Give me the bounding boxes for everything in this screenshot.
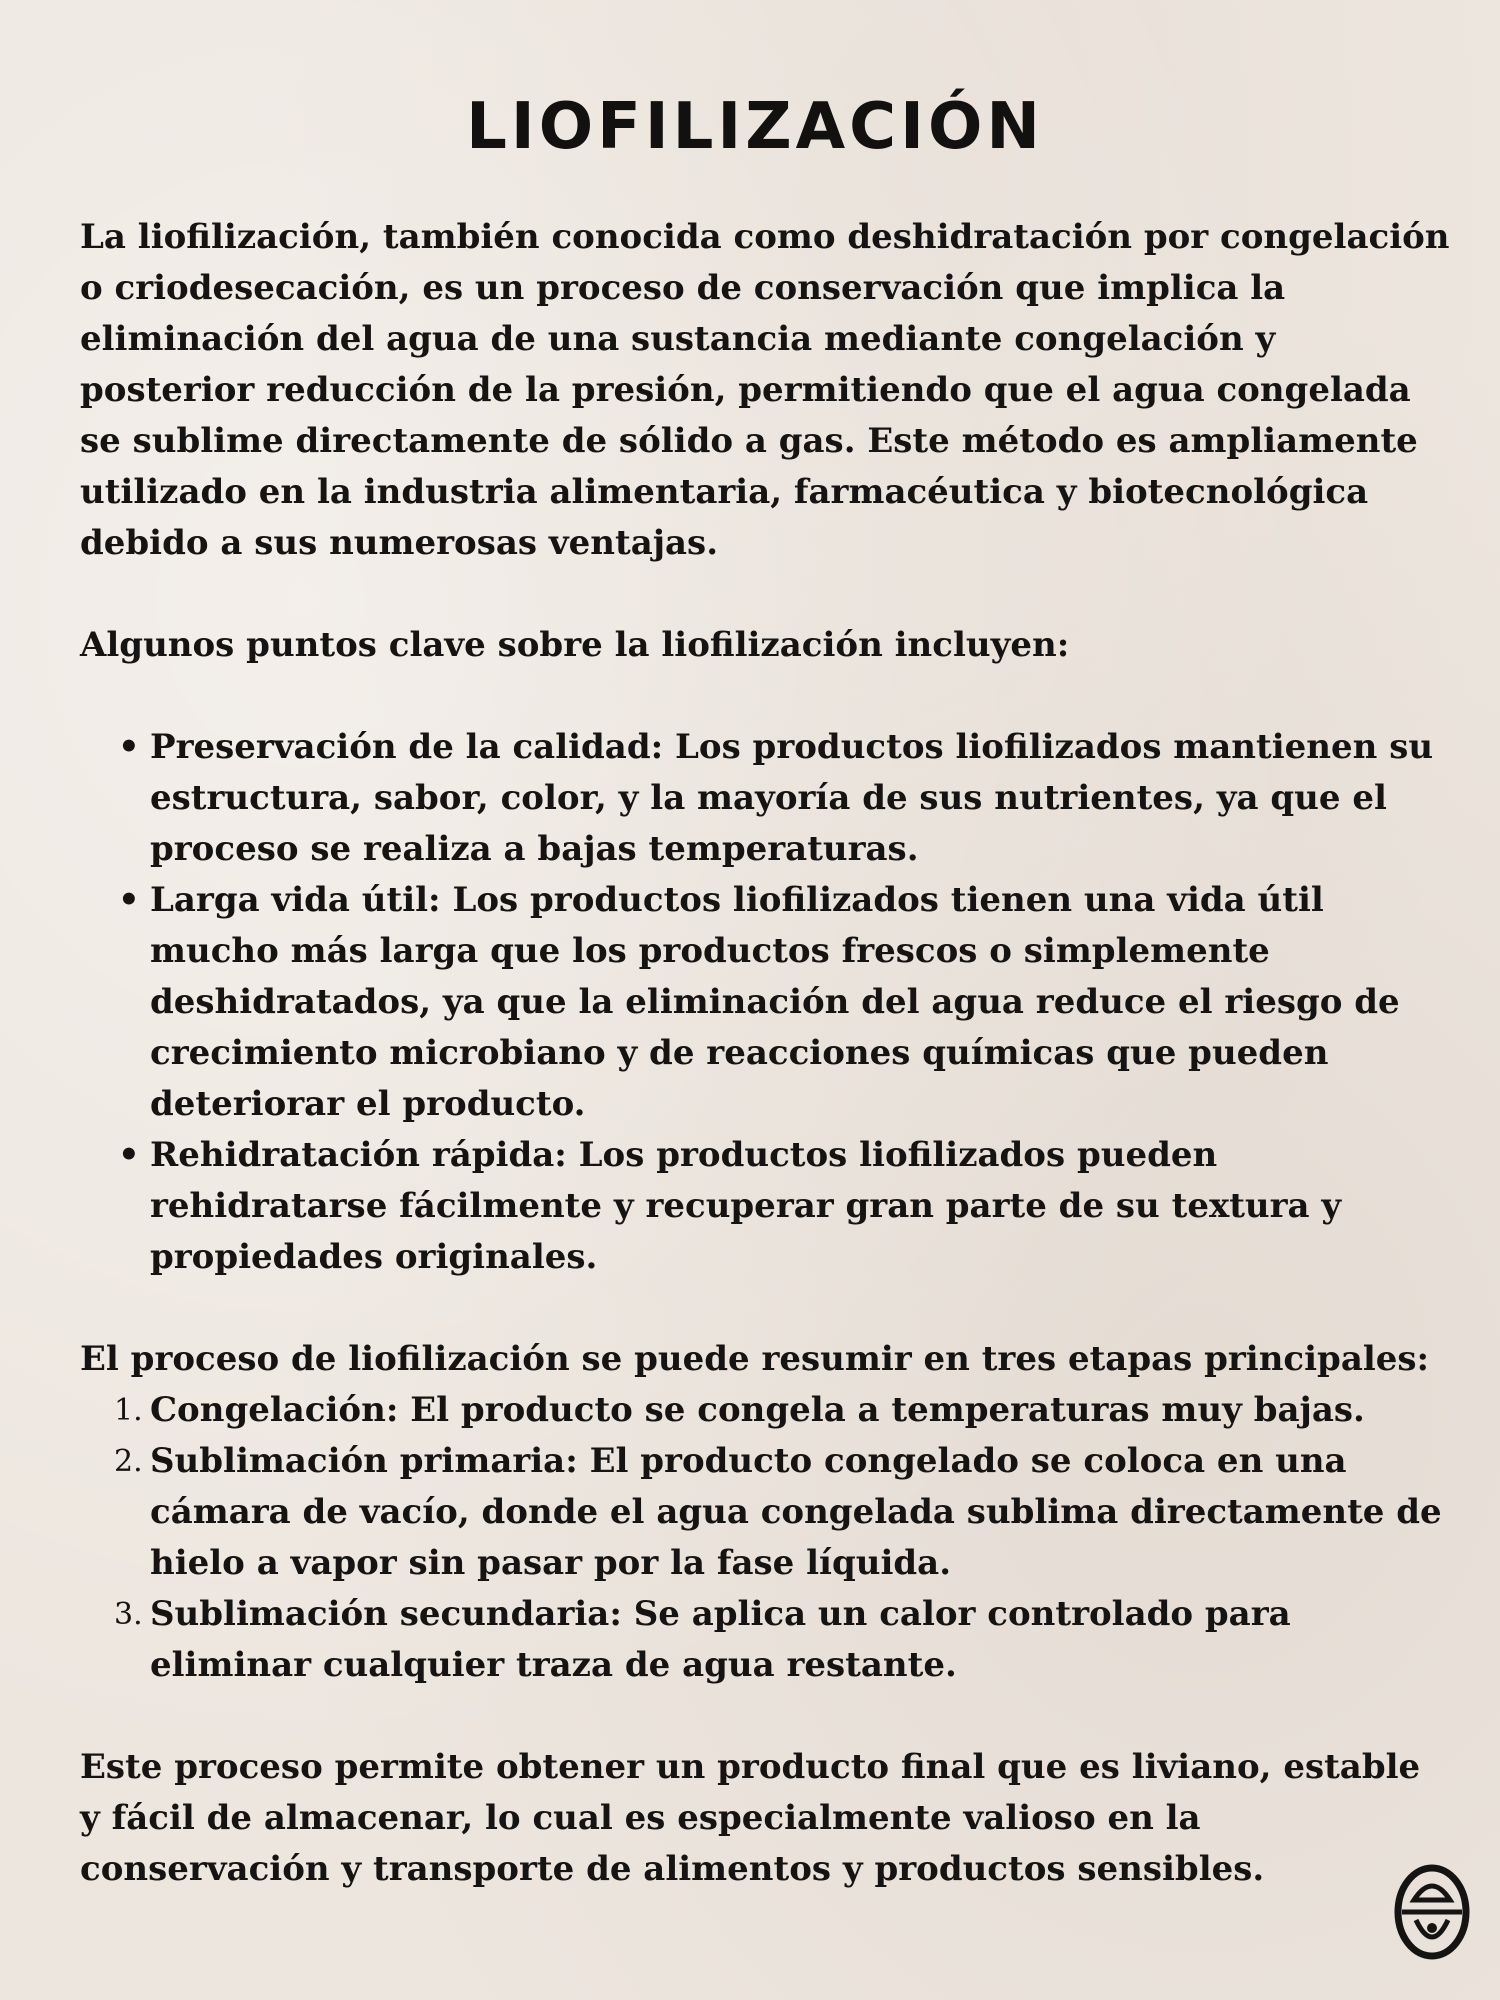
list-item-text: Larga vida útil: Los productos liofilizados tienen una vida útil mucho más larga que los productos frescos o simplemente deshidratados, ya que la eliminación del agua reduce el riesgo de crecimiento microbiano y de reacciones químicas que pueden deteriorar el producto. bbox=[150, 880, 1400, 1124]
list-item-text: Rehidratación rápida: Los productos liofilizados pueden rehidratarse fácilmente y recuperar gran parte de su textura y propiedades originales. bbox=[150, 1135, 1342, 1277]
bullet-icon: • bbox=[118, 880, 140, 920]
list-item-text: Sublimación primaria: El producto congelado se coloca en una cámara de vacío, donde el agua congelada sublima directamente de hielo a vapor sin pasar por la fase líquida. bbox=[150, 1441, 1442, 1583]
emblem-icon bbox=[1392, 1862, 1472, 1962]
intro-paragraph: La liofilización, también conocida como deshidratación por congelación o criodesecación, es un proceso de conservación que implica la eliminación del agua de una sustancia mediante congelación y posterior reducción de la presión, permitiendo que el agua congelada se sublime directamente de sólido a gas. Este método es ampliamente utilizado en la industria alimentaria, farmacéutica y biotecnológica debido a sus numerosas ventajas. bbox=[80, 217, 1450, 563]
list-item-text: Congelación: El producto se congela a temperaturas muy bajas. bbox=[150, 1390, 1365, 1430]
list-number: 2. bbox=[114, 1444, 143, 1479]
list-number: 3. bbox=[114, 1597, 143, 1632]
key-points-list bbox=[80, 722, 1450, 1283]
list-number: 1. bbox=[114, 1393, 143, 1428]
list-item bbox=[118, 875, 1450, 1130]
document-page bbox=[80, 0, 1450, 1895]
key-points-lead: Algunos puntos clave sobre la liofilización incluyen: bbox=[80, 625, 1070, 665]
bullet-icon: • bbox=[118, 1135, 140, 1175]
list-item bbox=[118, 1130, 1450, 1283]
list-item bbox=[114, 1385, 1450, 1436]
closing-paragraph: Este proceso permite obtener un producto final que es liviano, estable y fácil de almacenar, lo cual es especialmente valioso en la conservación y transporte de alimentos y productos sensibles. bbox=[80, 1747, 1421, 1889]
list-item bbox=[114, 1436, 1450, 1589]
list-item-text: Sublimación secundaria: Se aplica un calor controlado para eliminar cualquier traza de agua restante. bbox=[150, 1594, 1291, 1685]
page-title: LIOFILIZACIÓN bbox=[466, 90, 1044, 164]
list-item bbox=[114, 1589, 1450, 1691]
list-item-text: Preservación de la calidad: Los productos liofilizados mantienen su estructura, sabor, color, y la mayoría de sus nutrientes, ya que el proceso se realiza a bajas temperaturas. bbox=[150, 727, 1434, 869]
stages-lead: El proceso de liofilización se puede resumir en tres etapas principales: bbox=[80, 1339, 1430, 1379]
stages-list bbox=[80, 1385, 1450, 1691]
bullet-icon: • bbox=[118, 727, 140, 767]
list-item bbox=[118, 722, 1450, 875]
